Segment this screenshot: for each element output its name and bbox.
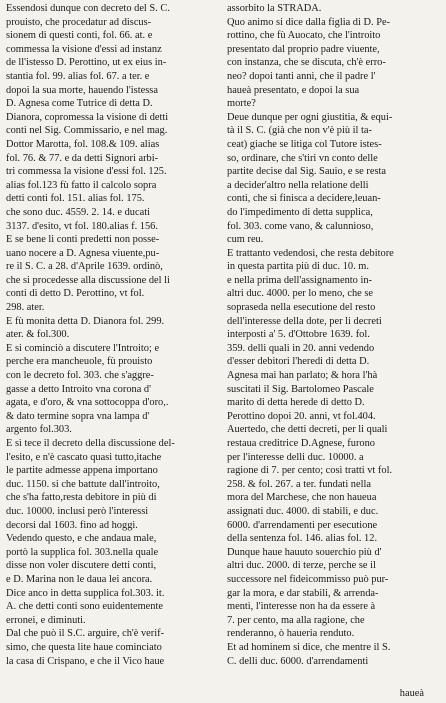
text-line: Auertedo, che detti decreti, per li quali [227,424,388,436]
text-line: 298. ater. [6,302,45,314]
text-line: 258. & fol. 267. a ter. fundati nella [227,478,371,490]
right-paragraph [227,641,440,668]
text-line: 7. per cento, ma alla ragione, che [227,614,365,626]
text-line: partite decise dal Sig. Sauio, e se resta [227,166,386,178]
text-line: haueà presentato, e dopoi la sua [227,84,360,96]
text-line: ater. & fol.300. [6,329,70,341]
right-paragraph [227,16,440,111]
text-line: assorbito la STRADA. [227,3,322,14]
left-paragraph [6,2,218,233]
text-line: 6000. d'arrendamenti per esecutione [227,519,378,531]
text-line: presentato dal proprio padre viuente, [227,43,380,55]
text-line: e nella prima dell'assignamento in- [227,274,372,286]
text-line: marito di detta herede di detto D. [227,397,365,409]
text-line: tri commessa la visione d'essi fol. 125. [6,166,167,178]
text-line: con instanza, che se discuta, ch'è erro- [227,57,386,69]
text-line: a decider'altro nella relatione delli [227,179,369,191]
text-line: successore nel fideicommisso può pur- [227,573,389,585]
text-line: conti di detto D. Perottino, vt fol. [6,288,145,300]
text-line: sopraseda nella esecutione del resto [227,302,376,314]
text-line: disse non voler discutere detti conti, [6,560,157,572]
text-line: gasse a detto Introito vna corona d' [6,383,151,395]
text-line: ragione di 7. per cento; così tratti vt fol. [227,465,393,477]
text-line: portò la supplica fol. 303.nella quale [6,546,159,558]
right-paragraph [227,247,440,424]
text-line: duc. 1150. si che battute dall'introito, [6,478,160,490]
text-line: prouisto, che procedatur ad discus- [6,16,152,28]
text-line: E se bene li conti predetti non posse- [6,234,160,246]
text-line: mora del Marchese, che non haueua [227,492,377,504]
text-line: & dato termine sopra vna lampa d' [6,410,150,422]
text-line: neo? dopoi tanti anni, che il padre l' [227,70,376,82]
text-line: gar la mora, e dar stabili, & arrenda- [227,587,379,599]
text-line: Et ad hominem si dice, che mentre il S. [227,641,391,653]
text-line: Agnesa mai han parlato; & hora l'hà [227,370,378,382]
right-paragraph [227,2,440,16]
text-line: suscitati il Sig. Bartolomeo Pascale [227,383,374,395]
left-paragraph [6,437,218,532]
text-line: E trattanto vedendosi, che resta debitore [227,247,394,259]
text-line: la casa di Crispano, e che il Vico haue [6,655,165,667]
text-line: restaua creditrice D.Agnese, furono [227,438,376,449]
text-line: assignati duc. 4000. di stabili, e duc. [227,505,379,517]
text-line: decorsi dal 1603. fino ad hoggi. [6,519,138,531]
text-line: Dunque haue hauuto souerchio più d' [227,546,382,558]
text-line: morte? [227,98,256,110]
text-line: D. Agnesa come Tutrice di detta D. [6,98,153,110]
text-line: le partite admesse appena importano [6,465,158,477]
text-line: argento fol.303. [6,424,72,436]
text-line: de ll'istesso D. Perottino, ut ex eius in- [6,57,167,69]
text-line: E sì tece il decreto della discussione del- [6,438,175,449]
text-line: cum reu. [227,234,264,246]
text-line: simo, che questa lite haue cominciato [6,641,162,653]
text-line: Dottor Marotta, fol. 108.& 109. alias [6,138,160,150]
text-line: Quo animo si dice dalla figlia di D. Pe- [227,16,391,28]
text-line: Essendosi dunque con decreto del S. C. [6,3,170,14]
text-line: e D. Marina non le daua lei ancora. [6,573,153,585]
text-line: A. che detti conti sono euidentemente [6,601,163,613]
text-line: Dianora, copromessa la visione di detti [6,111,169,123]
text-line: fol. 303. come vano, & calunnioso, [227,220,374,232]
text-line: so, ordinare, che s'tiri vn conto delle [227,152,378,164]
left-paragraph [6,532,218,586]
right-column [227,2,440,668]
text-line: con le decreto fol. 303. che s'aggre- [6,370,154,382]
left-column [6,2,218,668]
text-line: altri duc. 4000. per lo meno, che se [227,288,374,300]
text-line: erronei, e diminuti. [6,614,86,626]
left-paragraph [6,233,218,315]
text-line: per l'interesse delli duc. 10000. a [227,451,364,463]
text-line: della sentenza fol. 146. alias fol. 12. [227,533,378,545]
text-line: stantia fol. 99. alias fol. 67. a ter. e [6,70,150,82]
text-line: E fù monita detta D. Dianora fol. 299. [6,315,165,327]
text-line: uano nocere a D. Agnesa viuente,pu- [6,247,160,259]
text-line: 3137. d'esito, vt fol. 180.alias f. 156. [6,220,158,232]
right-paragraph [227,423,440,545]
left-paragraph [6,342,218,437]
text-line: agata, e d'oro, & vna sottocoppa d'oro,. [6,397,169,409]
text-line: d'esser debitori l'heredi di detta D. [227,356,370,368]
text-line: dopoi la sua morte, hauendo l'istessa [6,84,158,96]
text-line: duc. 10000. inclusi però l'interessi [6,505,149,517]
left-paragraph [6,315,218,342]
text-line: l'esito, e n'è cascato quasi tutto,itache [6,451,162,463]
text-line: dell'interesse della dote, per li decreti [227,315,382,327]
text-line: C. delli duc. 6000. d'arrendamenti [227,655,369,667]
right-paragraph [227,546,440,641]
text-line: re il S. C. a 28. d'Aprile 1639. ordinò, [6,261,163,273]
text-line: conti, che si finisca a decidere,leuan- [227,193,381,205]
text-line: che si procedesse alla discussione del li [6,274,170,286]
text-line: Perottino dopoi 20. anni, vt fol.404. [227,410,376,422]
text-line: interposti a' 5. d'Ottobre 1639. fol. [227,329,370,341]
catchword: haueà [399,688,424,699]
text-line: Dice anco in detta supplica fol.303. it. [6,587,165,599]
text-line: che s'ha fatto,resta debitore in più di [6,492,157,504]
text-line: renderanno, ò haueria renduto. [227,628,355,640]
text-line: tà il S. C. (già che non v'è più il ta- [227,125,373,137]
text-line: Dal che può il S.C. arguire, ch'è verif- [6,628,165,640]
text-line: altri duc. 2000. di terze, perche se il [227,560,376,572]
text-line: rottino, che fù Auocato, che l'introito [227,30,381,42]
text-line: E si cominciò a discutere l'Introito; e [6,342,160,354]
text-line: detti conti fol. 151. alias fol. 175. [6,193,145,205]
text-line: in questa partita più di duc. 10. m. [227,261,369,273]
text-line: alias fol.123 fù fatto il calcolo sopra [6,179,157,191]
left-paragraph [6,627,218,668]
text-line: ceat) giache se litiga col Tutore istes- [227,138,382,150]
text-line: Deue dunque per ogni giustitia, & equi- [227,111,393,123]
text-line: 359. delli quali in 20. anni vedendo [227,342,375,354]
text-line: menti, l'interesse non ha da essere à [227,601,376,613]
text-line: conti nel Sig. Commissario, e nel mag. [6,125,168,137]
text-line: Vedendo questo, e che andaua male, [6,533,157,545]
left-paragraph [6,587,218,628]
text-line: fol. 76. & 77. e da detti Signori arbi- [6,152,159,164]
text-line: commessa la visione d'essi ad instanz [6,43,162,55]
text-line: che sono duc. 4559. 2. 14. e ducati [6,206,150,218]
right-paragraph [227,111,440,247]
text-line: perche era mancheuole, fù prouisto [6,356,153,368]
text-line: sionem di questi conti, fol. 66. at. e [6,30,153,42]
text-line: do l'impedimento di detta supplica, [227,206,373,218]
